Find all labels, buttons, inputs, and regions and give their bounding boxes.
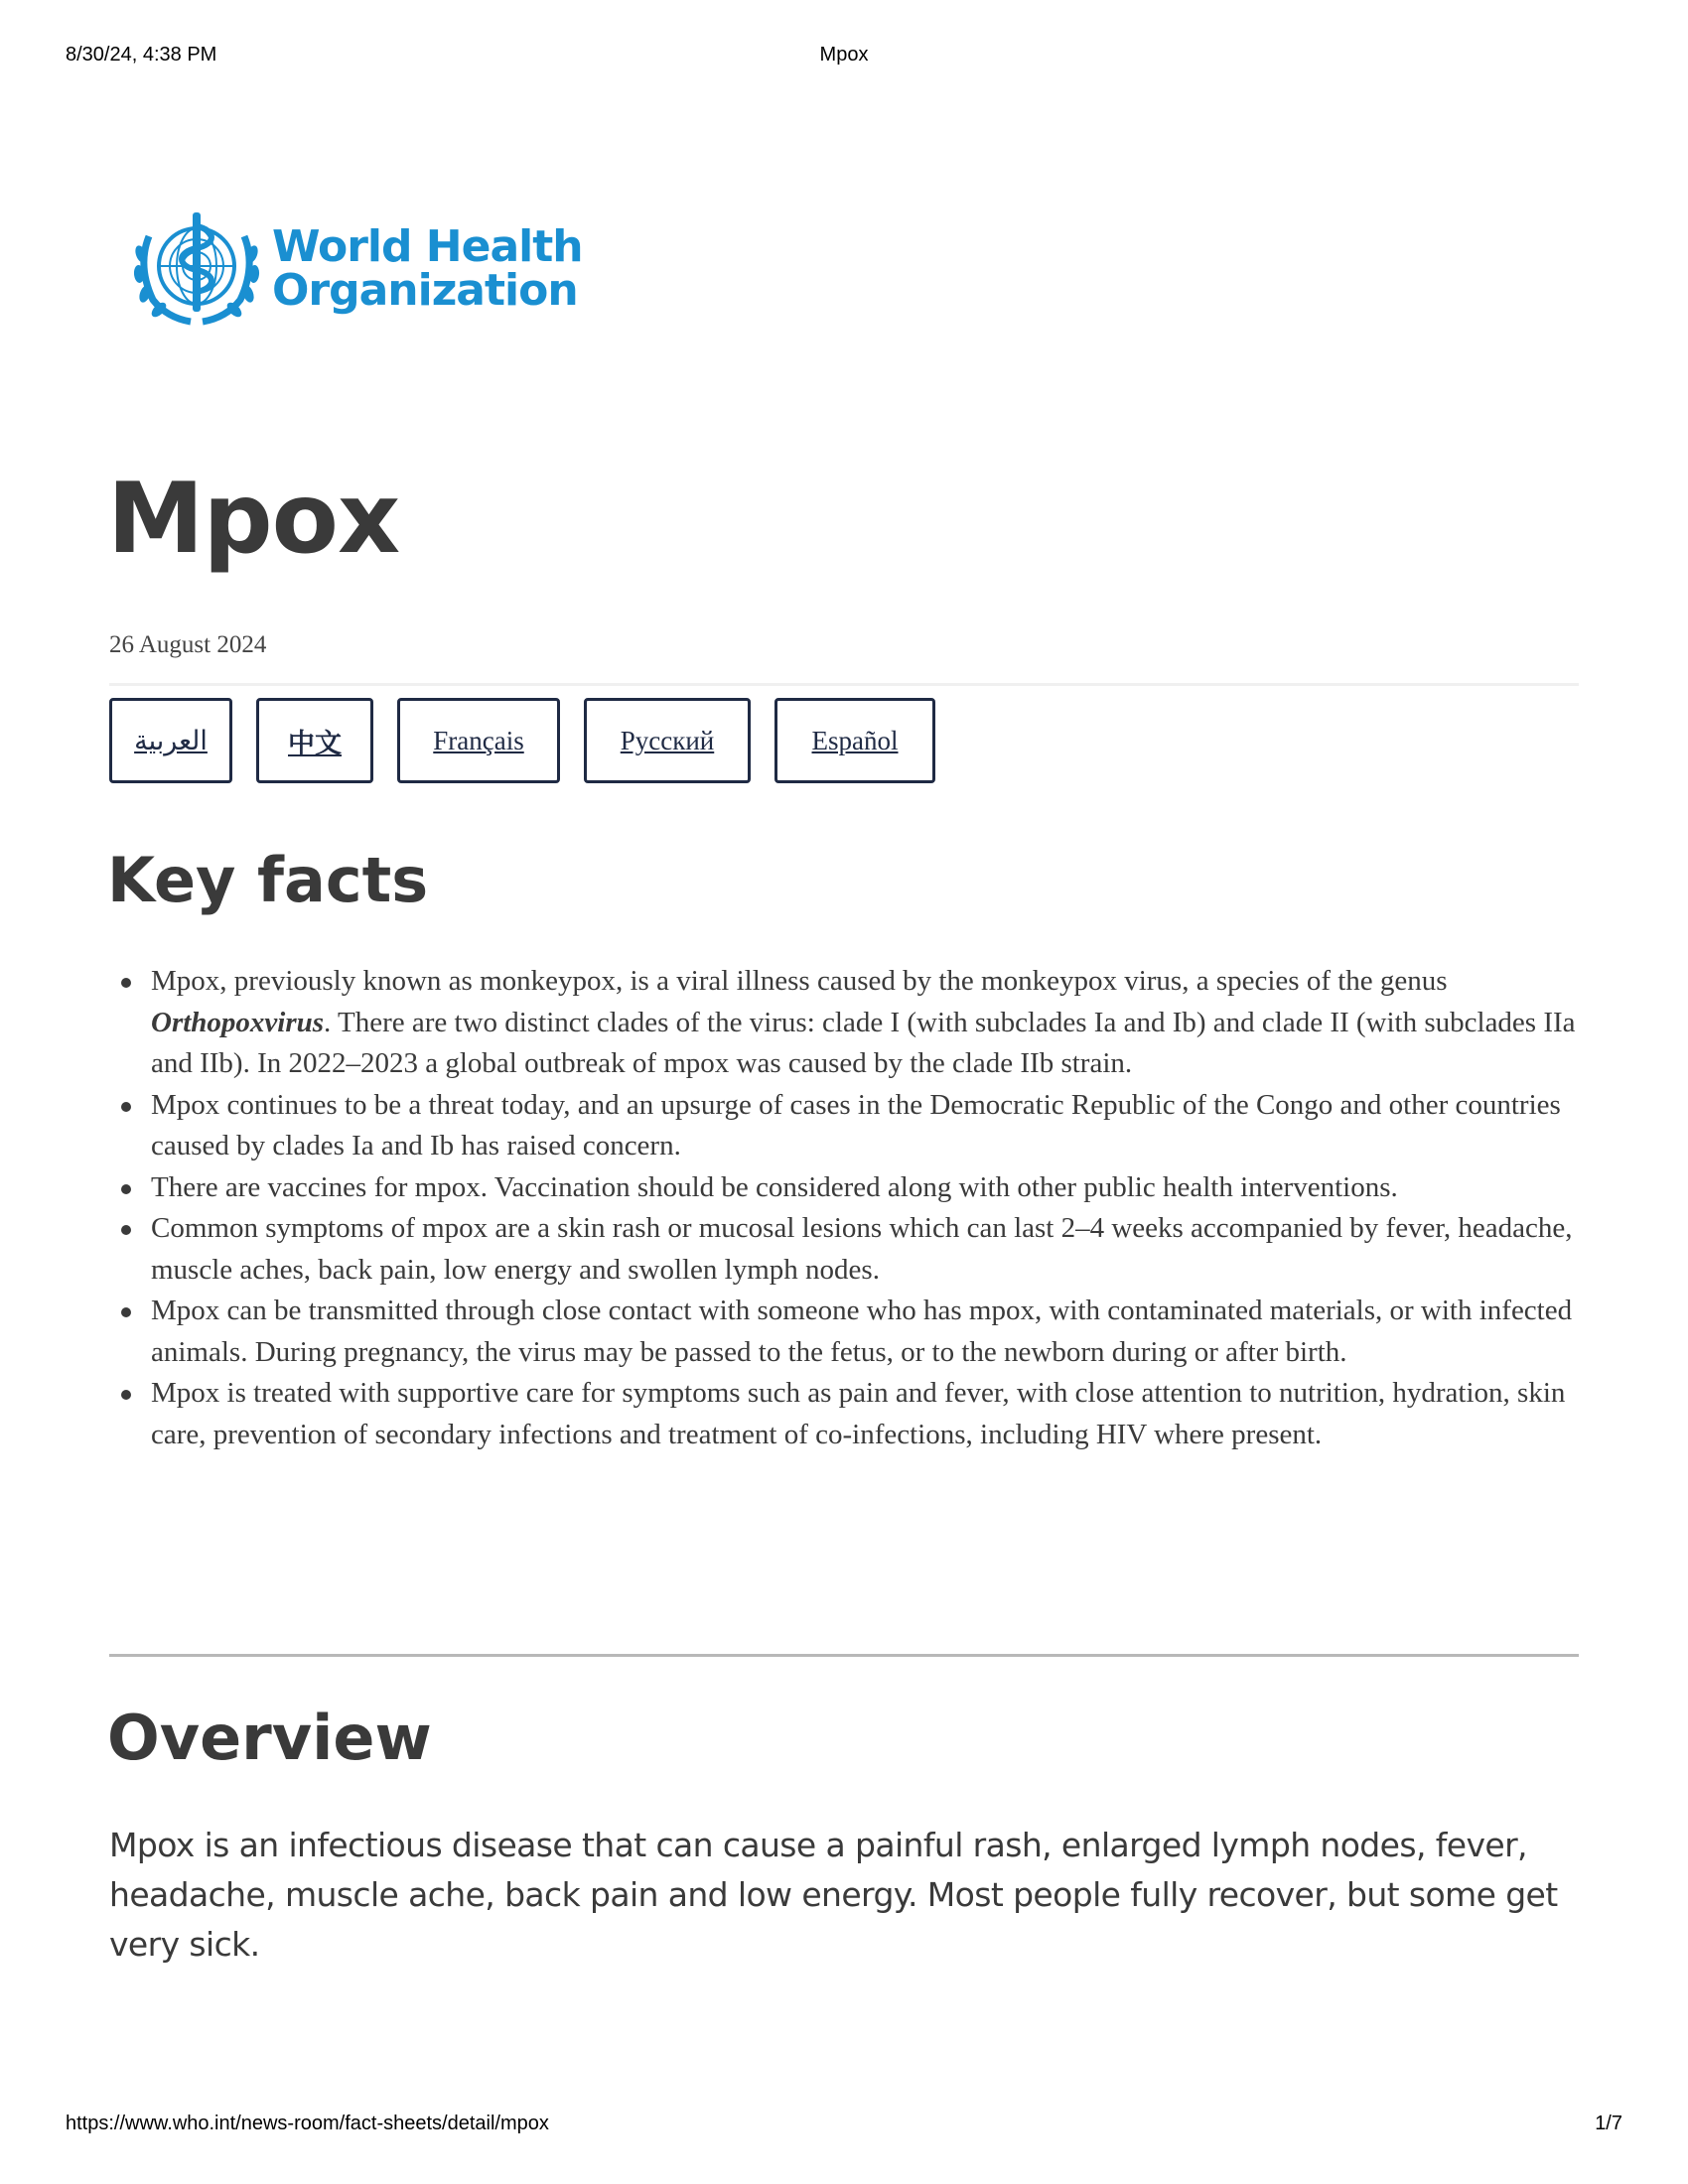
un-emblem-icon bbox=[127, 205, 266, 334]
genus-name: Orthopoxvirus bbox=[151, 1006, 325, 1038]
language-link-arabic[interactable]: العربية bbox=[109, 698, 232, 783]
overview-heading: Overview bbox=[107, 1702, 432, 1774]
print-footer bbox=[66, 2113, 1622, 2135]
who-wordmark bbox=[272, 221, 583, 316]
logo-line-1: World Health bbox=[272, 221, 583, 272]
language-link-spanish[interactable]: Español bbox=[774, 698, 935, 783]
print-datetime: 8/30/24, 4:38 PM bbox=[66, 44, 217, 66]
key-facts-list bbox=[109, 961, 1589, 1455]
language-link-french[interactable]: Français bbox=[397, 698, 560, 783]
key-facts-heading: Key facts bbox=[107, 844, 429, 916]
logo-line-2: Organization bbox=[272, 265, 578, 316]
print-header bbox=[66, 44, 1622, 68]
page-title: Mpox bbox=[107, 463, 400, 576]
publication-date: 26 August 2024 bbox=[109, 631, 267, 658]
key-fact-item: Mpox is treated with supportive care for symptoms such as pain and fever, with close attention to nutrition, hydration, skin care, prevention of secondary infections and treatment of co-infections, including HIV where present. bbox=[151, 1373, 1589, 1455]
page-number: 1/7 bbox=[1595, 2113, 1622, 2134]
key-fact-text: . There are two distinct clades of the virus: clade I (with subclades Ia and Ib) and clade II (with subclades IIa and IIb). In 2022–2023 a global outbreak of mpox was caused by the clade IIb strain. bbox=[151, 1006, 1576, 1079]
key-fact-text: Mpox, previously known as monkeypox, is a viral illness caused by the monkeypox virus, a species of the genus bbox=[151, 965, 1448, 997]
key-fact-item: There are vaccines for mpox. Vaccination should be considered along with other public health interventions. bbox=[151, 1167, 1589, 1209]
overview-lead-paragraph: Mpox is an infectious disease that can cause a painful rash, enlarged lymph nodes, fever, headache, muscle ache, back pain and low energy. Most people fully recover, but some get very sick. bbox=[109, 1826, 1558, 1964]
key-fact-item: Mpox can be transmitted through close contact with someone who has mpox, with contaminated materials, or with infected animals. During pregnancy, the virus may be passed to the fetus, or to the newborn during or after birth. bbox=[151, 1291, 1589, 1373]
print-page-title: Mpox bbox=[819, 44, 869, 66]
key-fact-item: Mpox continues to be a threat today, and an upsurge of cases in the Democratic Republic of the Congo and other countries caused by clades Ia and Ib has raised concern. bbox=[151, 1085, 1589, 1167]
page-url: https://www.who.int/news-room/fact-sheets/detail/mpox bbox=[66, 2113, 549, 2134]
divider bbox=[109, 683, 1579, 686]
language-link-chinese[interactable]: 中文 bbox=[256, 698, 373, 783]
key-fact-item bbox=[151, 961, 1589, 1085]
section-divider bbox=[109, 1654, 1579, 1657]
language-switcher bbox=[109, 698, 959, 783]
key-fact-item: Common symptoms of mpox are a skin rash or mucosal lesions which can last 2–4 weeks accompanied by fever, headache, muscle aches, back pain, low energy and swollen lymph nodes. bbox=[151, 1208, 1589, 1291]
who-logo[interactable] bbox=[127, 205, 583, 334]
language-link-russian[interactable]: Русский bbox=[584, 698, 751, 783]
